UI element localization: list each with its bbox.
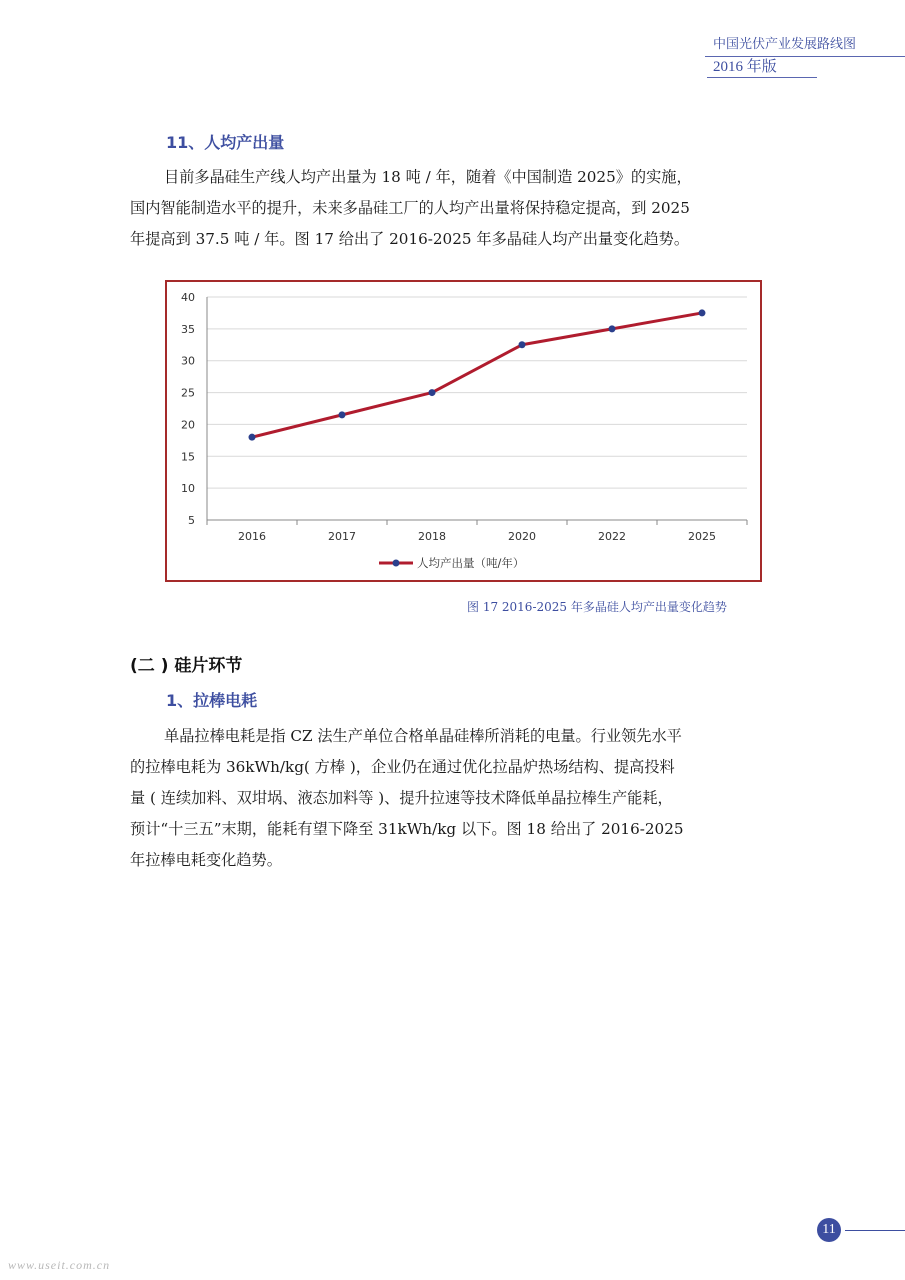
y-tick-label: 15 xyxy=(181,450,195,464)
page-number-rule xyxy=(845,1230,905,1231)
y-tick-label: 30 xyxy=(181,354,195,368)
chart-figure-17 xyxy=(165,280,762,582)
header-title: 中国光伏产业发展路线图 xyxy=(713,37,857,52)
paragraph-line: 量 ( 连续加料、双坩埚、液态加料等 )、提升拉速等技术降低单晶拉棒生产能耗， xyxy=(130,789,673,807)
paragraph-line: 年提高到 37.5 吨 / 年。图 17 给出了 2016-2025 年多晶硅人均产出量变化趋势。 xyxy=(130,230,690,248)
legend-label: 人均产出量（吨/年） xyxy=(417,556,525,570)
data-point xyxy=(609,325,616,332)
y-tick-label: 20 xyxy=(181,418,195,432)
x-tick-label: 2018 xyxy=(418,530,446,543)
x-tick-label: 2017 xyxy=(328,530,356,543)
series-line xyxy=(252,313,702,437)
page-number: 11 xyxy=(817,1218,841,1242)
header-underline xyxy=(707,77,817,78)
paragraph-line: 年拉棒电耗变化趋势。 xyxy=(130,851,282,869)
y-tick-label: 10 xyxy=(181,482,195,496)
paragraph-line: 单晶拉棒电耗是指 CZ 法生产单位合格单晶硅棒所消耗的电量。行业领先水平 xyxy=(164,727,682,745)
data-point xyxy=(519,341,526,348)
running-header xyxy=(705,36,905,78)
paragraph-line: 国内智能制造水平的提升，未来多晶硅工厂的人均产出量将保持稳定提高，到 2025 xyxy=(130,199,690,217)
y-tick-label: 35 xyxy=(181,322,195,336)
x-tick-label: 2020 xyxy=(508,530,536,543)
x-tick-label: 2016 xyxy=(238,530,266,543)
data-point xyxy=(339,411,346,418)
y-tick-label: 40 xyxy=(181,291,195,304)
paragraph-per-capita-output xyxy=(130,162,802,255)
line-chart xyxy=(167,282,760,580)
paragraph-line: 的拉棒电耗为 36kWh/kg( 方棒 )，企业仍在通过优化拉晶炉热场结构、提高投料 xyxy=(130,758,675,776)
data-point xyxy=(699,309,706,316)
x-tick-label: 2025 xyxy=(688,530,716,543)
y-tick-label: 5 xyxy=(188,514,195,527)
section-heading-wafer: (二 ) 硅片环节 xyxy=(130,656,243,676)
paragraph-line: 预计“十三五”末期，能耗有望下降至 31kWh/kg 以下。图 18 给出了 2016-2025 xyxy=(130,820,684,838)
paragraph-line: 目前多晶硅生产线人均产出量为 18 吨 / 年，随着《中国制造 2025》的实施， xyxy=(164,168,692,186)
section-heading-pulling-energy: 1、拉棒电耗 xyxy=(166,691,258,710)
paragraph-pulling-energy xyxy=(130,721,802,876)
y-tick-label: 25 xyxy=(181,386,195,400)
section-heading-per-capita-output: 11、人均产出量 xyxy=(166,133,285,152)
header-edition: 2016 年版 xyxy=(713,59,777,75)
watermark: www.useit.com.cn xyxy=(8,1258,111,1272)
figure-caption: 图 17 2016-2025 年多晶硅人均产出量变化趋势 xyxy=(467,600,727,614)
data-point xyxy=(249,434,256,441)
data-point xyxy=(429,389,436,396)
legend-swatch-marker xyxy=(393,560,400,567)
x-tick-label: 2022 xyxy=(598,530,626,543)
